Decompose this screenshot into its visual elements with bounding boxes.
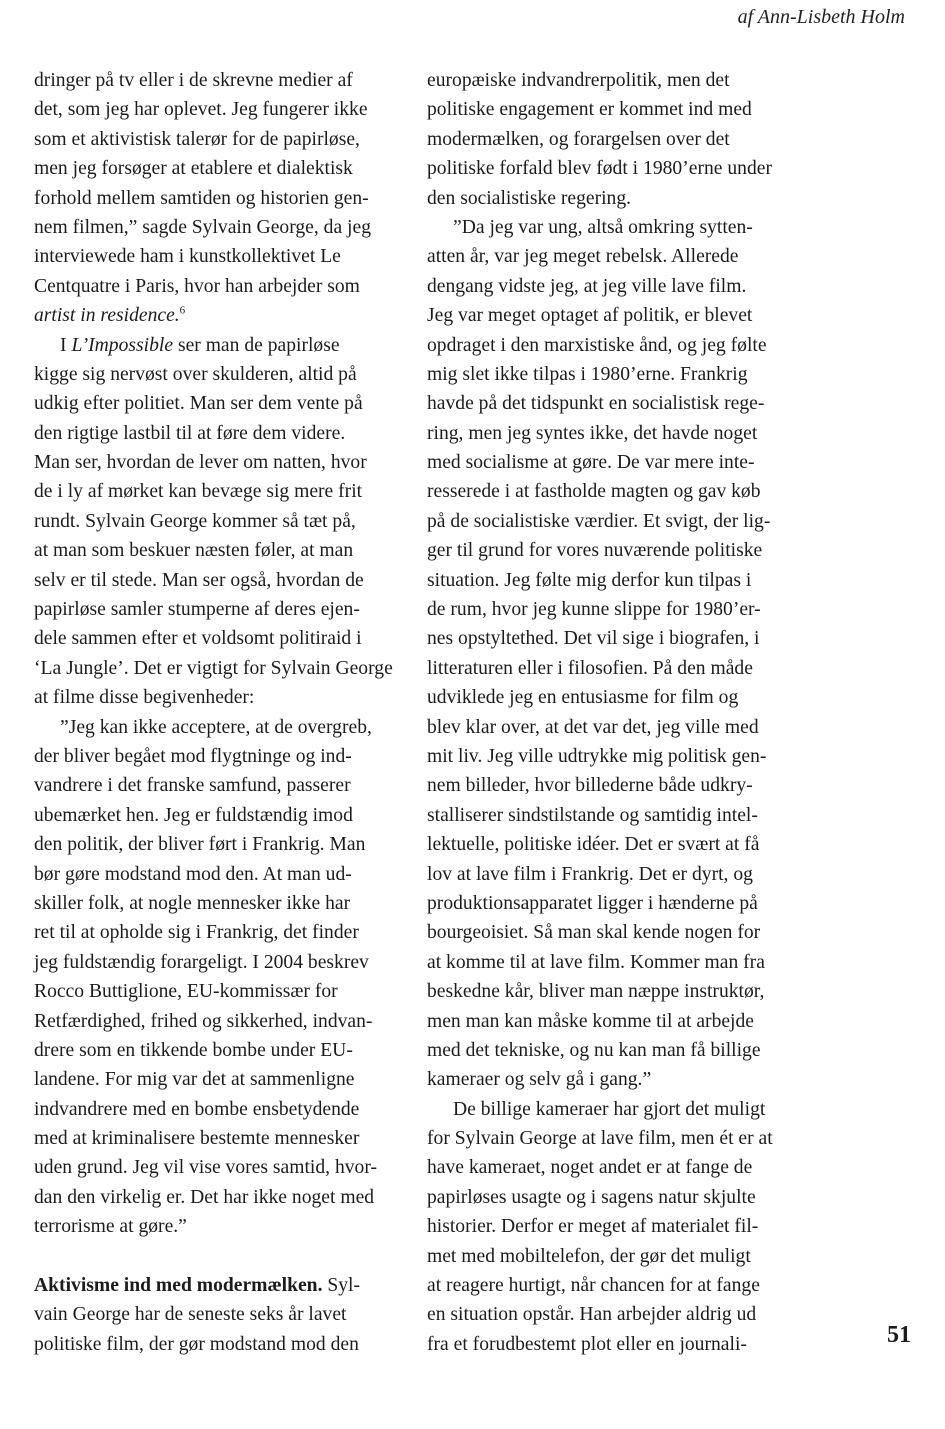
text-line: ‘La Jungle’. Det er vigtigt for Sylvain George: [34, 657, 393, 679]
text-line: forhold mellem samtiden og historien gen-: [34, 187, 369, 209]
italic-phrase: artist in residence.: [34, 305, 180, 327]
text-line: uden grund. Jeg vil vise vores samtid, hvor-: [34, 1157, 377, 1179]
text-line: nem billeder, hvor billederne både udkry-: [427, 775, 753, 797]
text-line: bør gøre modstand mod den. At man ud-: [34, 863, 352, 885]
text-line: De billige kameraer har gjort det muligt: [453, 1098, 766, 1120]
text-line: ring, men jeg syntes ikke, det havde noget: [427, 422, 758, 444]
text-line: men jeg forsøger at etablere et dialektisk: [34, 158, 353, 180]
text-line: kigge sig nervøst over skulderen, altid på: [34, 363, 357, 385]
text-line: politiske forfald blev født i 1980’erne under: [427, 158, 772, 180]
text-line: dele sammen efter et voldsomt politiraid i: [34, 628, 362, 650]
text-line: politiske film, der gør modstand mod den: [34, 1333, 359, 1355]
text-line: med det tekniske, og nu kan man få billige: [427, 1039, 761, 1061]
right-column: [427, 66, 807, 1359]
text-line: mit liv. Jeg ville udtrykke mig politisk gen-: [427, 745, 767, 767]
quote-block: [34, 713, 414, 1242]
text-line: ”Jeg kan ikke acceptere, at de overgreb,: [60, 716, 372, 738]
text-line: skiller folk, at nogle mennesker ikke har: [34, 892, 351, 914]
text-line: litteraturen eller i filosofien. På den måde: [427, 657, 753, 679]
text-line: for Sylvain George at lave film, men ét er at: [427, 1128, 773, 1150]
text-line: på de socialistiske værdier. Et svigt, der lig-: [427, 510, 771, 532]
paragraph-1: [34, 66, 414, 331]
text-line: de rum, hvor jeg kunne slippe for 1980’er-: [427, 599, 761, 621]
text-line: produktionsapparatet ligger i hænderne på: [427, 892, 758, 914]
text-line: terrorisme at gøre.”: [34, 1216, 187, 1238]
text-fragment: I: [60, 334, 72, 356]
text-line: at man som beskuer næsten føler, at man: [34, 540, 354, 562]
text-line: som et aktivistisk talerør for de papirløse,: [34, 128, 360, 150]
text-line: den rigtige lastbil til at føre dem videre.: [34, 422, 346, 444]
running-header: af Ann-Lisbeth Holm: [737, 6, 905, 28]
text-line: ger til grund for vores nuværende politiske: [427, 540, 763, 562]
text-line: det, som jeg har oplevet. Jeg fungerer ikke: [34, 99, 368, 121]
text-line: udkig efter politiet. Man ser dem vente på: [34, 393, 363, 415]
text-line: lov at lave film i Frankrig. Det er dyrt, og: [427, 863, 753, 885]
text-line: at filme disse begivenheder:: [34, 687, 255, 709]
text-line: indvandrere med en bombe ensbetydende: [34, 1098, 360, 1120]
text-line: ubemærket hen. Jeg er fuldstændig imod: [34, 804, 353, 826]
text-line: men man kan måske komme til at arbejde: [427, 1010, 754, 1032]
text-line: at reagere hurtigt, når chancen for at fange: [427, 1275, 760, 1297]
text-line: beskedne kår, bliver man næppe instruktør,: [427, 981, 765, 1003]
text-line: politiske engagement er kommet ind med: [427, 99, 752, 121]
text-line: selv er til stede. Man ser også, hvordan de: [34, 569, 364, 591]
text-line: der bliver begået mod flygtninge og ind-: [34, 745, 352, 767]
text-line: nes opstyltethed. Det vil sige i biografen, i: [427, 628, 760, 650]
text-line: dringer på tv eller i de skrevne medier af: [34, 70, 353, 91]
text-line: lektuelle, politiske idéer. Det er svært at få: [427, 834, 760, 856]
text-line: ret til at opholde sig i Frankrig, det finder: [34, 922, 359, 944]
text-line: havde på det tidspunkt en socialistisk rege-: [427, 393, 765, 415]
text-line: interviewede ham i kunstkollektivet Le: [34, 246, 341, 268]
text-line: [34, 331, 414, 360]
text-line: dan den virkelig er. Det har ikke noget med: [34, 1186, 375, 1208]
text-line: atten år, var jeg meget rebelsk. Allerede: [427, 246, 739, 268]
text-line: udviklede jeg en entusiasme for film og: [427, 687, 739, 709]
text-line: historier. Derfor er meget af materialet fil-: [427, 1216, 759, 1238]
text-line: nem filmen,” sagde Sylvain George, da jeg: [34, 216, 371, 238]
text-line: vandrere i det franske samfund, passerer: [34, 775, 351, 797]
paragraph-2: [34, 331, 414, 713]
text-line: Man ser, hvordan de lever om natten, hvor: [34, 452, 367, 474]
text-line: kameraer og selv gå i gang.”: [427, 1069, 652, 1091]
text-line: met med mobiltelefon, der gør det muligt: [427, 1245, 751, 1267]
text-line: [34, 1271, 414, 1300]
text-line: papirløses usagte og i sagens natur skjulte: [427, 1186, 756, 1208]
text-line: blev klar over, at det var det, jeg ville med: [427, 716, 759, 738]
text-fragment: ser man de papirløse: [173, 334, 340, 356]
text-line: opdraget i den marxistiske ånd, og jeg følte: [427, 334, 767, 356]
text-line: jeg fuldstændig forargeligt. I 2004 beskrev: [34, 951, 369, 973]
text-line: den socialistiske regering.: [427, 187, 632, 209]
text-line: landene. For mig var det at sammenligne: [34, 1069, 355, 1091]
text-line: vain George har de seneste seks år lavet: [34, 1304, 347, 1326]
left-column: [34, 66, 414, 1359]
text-line: den politik, der bliver ført i Frankrig. Man: [34, 834, 366, 856]
text-line: Jeg var meget optaget af politik, er blevet: [427, 305, 753, 327]
text-line: modermælken, og forargelsen over det: [427, 128, 730, 150]
text-line: en situation opstår. Han arbejder aldrig ud: [427, 1304, 757, 1326]
text-line: stalliserer sindstilstande og samtidig intel-: [427, 804, 758, 826]
text-line: Rocco Buttiglione, EU-kommissær for: [34, 981, 338, 1003]
text-line: rundt. Sylvain George kommer så tæt på,: [34, 510, 356, 532]
text-line: papirløse samler stumperne af deres ejen-: [34, 599, 360, 621]
text-line: med at kriminalisere bestemte mennesker: [34, 1128, 360, 1150]
text-line: Retfærdighed, frihed og sikkerhed, indvan-: [34, 1010, 373, 1032]
film-title: L’Impossible: [71, 334, 174, 356]
text-line: de i ly af mørket kan bevæge sig mere frit: [34, 481, 363, 503]
paragraph-continued: [427, 66, 807, 213]
text-line: have kameraet, noget andet er at fange de: [427, 1157, 753, 1179]
footnote-marker: 6: [179, 304, 186, 317]
paragraph-3: [427, 1095, 807, 1360]
text-line: med socialisme at gøre. De var mere inte-: [427, 452, 755, 474]
text-line: ”Da jeg var ung, altså omkring sytten-: [453, 216, 753, 238]
text-line: europæiske indvandrerpolitik, men det: [427, 70, 730, 91]
page-number: 51: [887, 1322, 911, 1348]
text-line: [34, 301, 414, 330]
text-line: situation. Jeg følte mig derfor kun tilpas i: [427, 569, 752, 591]
text-line: Centquatre i Paris, hvor han arbejder som: [34, 275, 360, 297]
text-line: at komme til at lave film. Kommer man fra: [427, 951, 765, 973]
section-heading: Aktivisme ind med modermælken.: [34, 1275, 323, 1297]
text-line: dengang vidste jeg, at jeg ville lave film.: [427, 275, 747, 297]
text-line: bourgeoisiet. Så man skal kende nogen for: [427, 922, 761, 944]
text-line: mig slet ikke tilpas i 1980’erne. Frankrig: [427, 363, 748, 385]
text-line: resserede i at fastholde magten og gav køb: [427, 481, 761, 503]
quote-block: [427, 213, 807, 1095]
text-line: fra et forudbestemt plot eller en journali-: [427, 1333, 747, 1355]
text-fragment: Syl-: [322, 1275, 361, 1297]
text-line: drere som en tikkende bombe under EU-: [34, 1039, 353, 1061]
section-paragraph: [34, 1271, 414, 1359]
